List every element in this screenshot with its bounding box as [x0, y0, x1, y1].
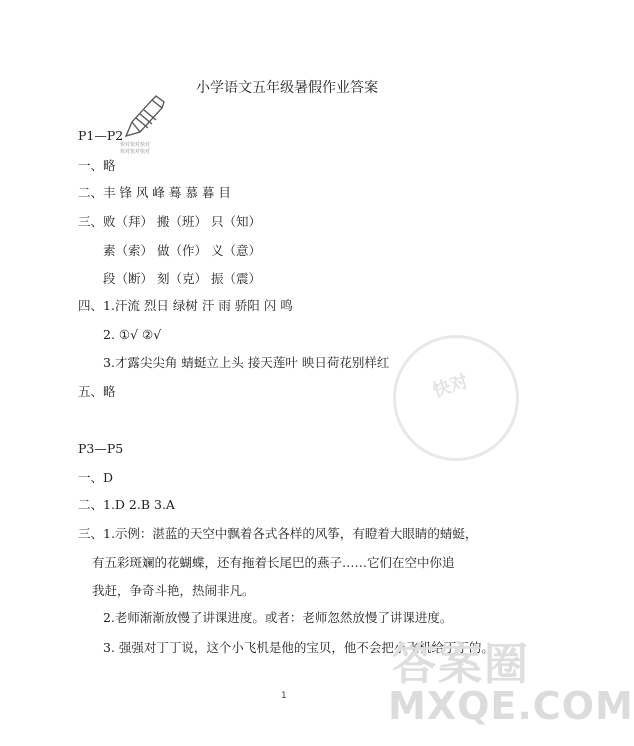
watermark-circle [379, 321, 533, 475]
answer-2-3-line1: 三、1.示例：湛蓝的天空中飘着各式各样的风筝，有瞪着大眼睛的蜻蜓， [78, 526, 478, 541]
pencil-icon [118, 92, 168, 142]
watermark-brand: 答案圈 [392, 639, 530, 690]
answer-2-3-3: 3. 强强对丁丁说，这个小飞机是他的宝贝，他不会把小飞机给丁丁的。 [103, 640, 494, 655]
answer-1-4-row1: 四、1.汗流 烈日 绿树 汗 雨 骄阳 闪 鸣 [78, 298, 293, 313]
answer-1-1: 一、略 [78, 158, 116, 173]
stamp-text-1: 快对快对快对 [120, 142, 151, 148]
answer-1-3-row1: 三、败（拜） 搬（班） 只（知） [78, 214, 261, 229]
section-heading-p1-p2: P1—P2 [78, 128, 124, 143]
answer-1-3-row3: 段（断） 刻（克） 振（震） [103, 271, 261, 286]
stamp-text-2: 快对快对快对 [120, 149, 151, 155]
answer-2-3-line3: 我赶，争奇斗艳，热闹非凡。 [92, 583, 255, 598]
answer-1-4-row3: 3.才露尖尖角 蜻蜓立上头 接天莲叶 映日荷花别样红 [103, 355, 390, 370]
answer-2-3-line2: 有五彩斑斓的花蝴蝶，还有拖着长尾巴的燕子……它们在空中你追 [92, 555, 455, 570]
page-number: 1 [281, 691, 287, 701]
section-heading-p3-p5: P3—P5 [78, 441, 124, 456]
answer-1-4-row2: 2. ①√ ②√ [103, 327, 162, 342]
stamp-logo [118, 92, 168, 155]
answer-2-3-2: 2.老师渐渐放慢了讲课进度。或者：老师忽然放慢了讲课进度。 [103, 610, 453, 625]
page-title: 小学语文五年级暑假作业答案 [196, 80, 378, 96]
answer-1-3-row2: 素（索） 做（作） 义（意） [103, 243, 261, 258]
answer-2-1: 一、D [78, 470, 114, 485]
watermark-circle-text: 快对 [430, 370, 471, 402]
watermark-url: MXQE.COM [388, 684, 634, 728]
answer-1-2: 二、丰 锋 风 峰 蓦 慕 暮 目 [78, 185, 231, 200]
answer-1-5: 五、略 [78, 384, 116, 399]
answer-2-2: 二、1.D 2.B 3.A [78, 497, 175, 512]
